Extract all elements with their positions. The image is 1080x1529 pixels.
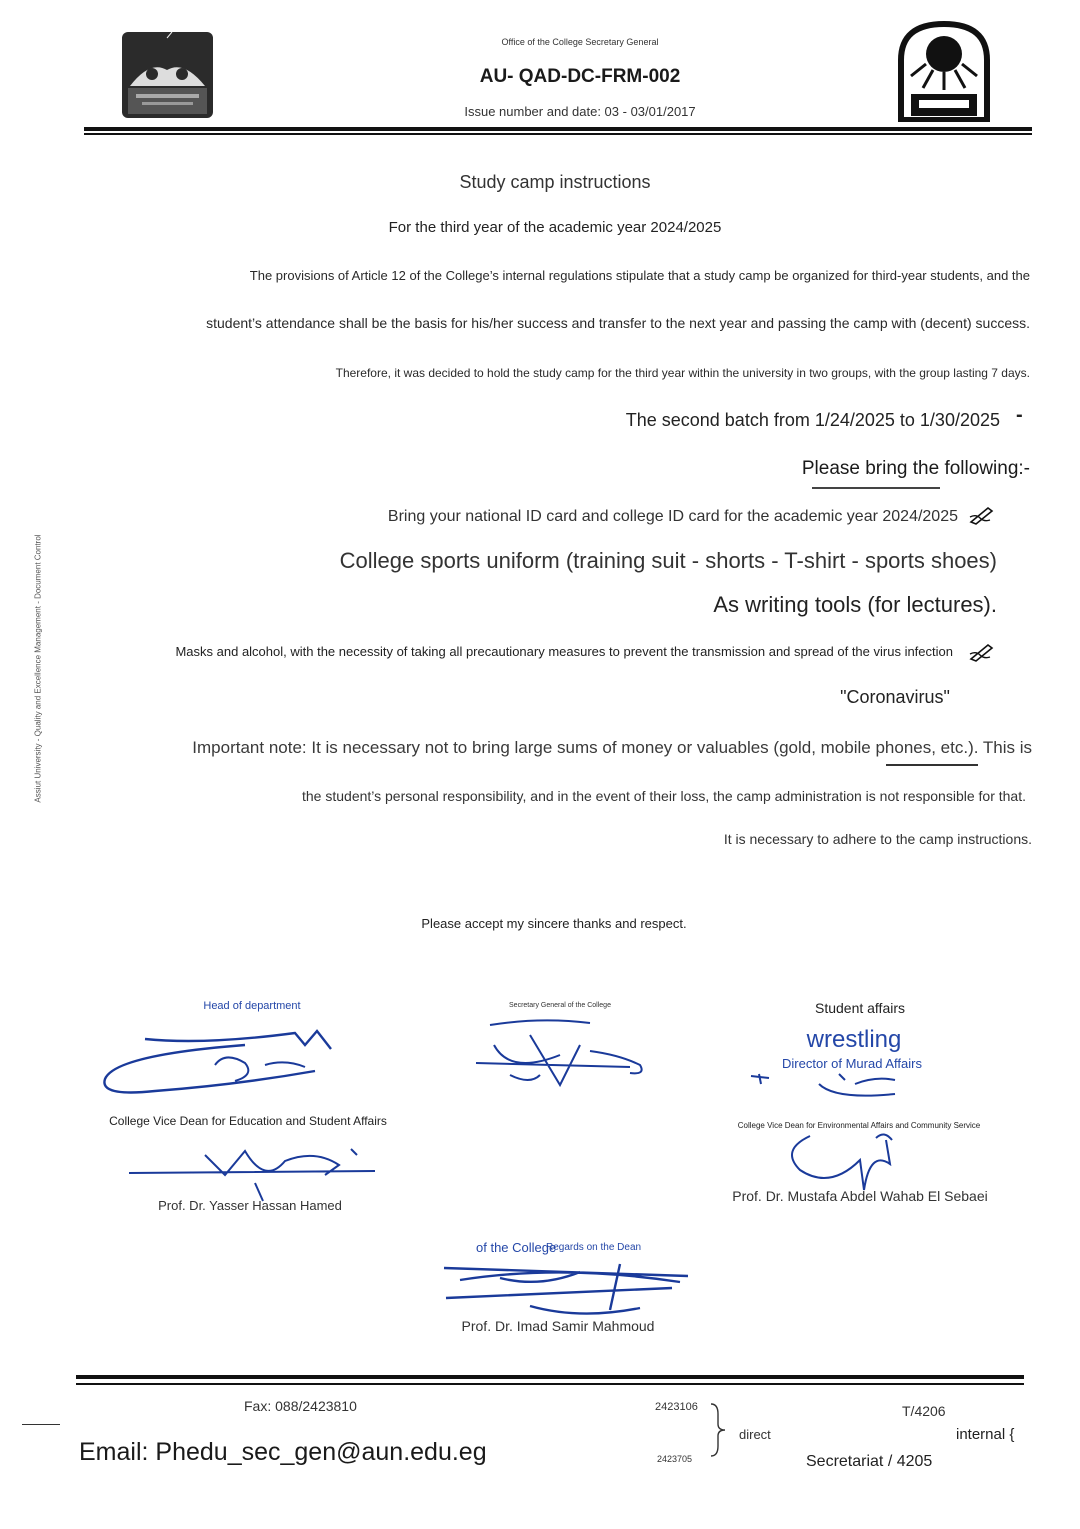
batch-dates: The second batch from 1/24/2025 to 1/30/2025 — [625, 410, 1000, 430]
head-of-department-signature — [95, 1015, 355, 1105]
footer-rule-thin — [76, 1383, 1024, 1385]
email-address: Email: Phedu_sec_gen@aun.edu.eg — [79, 1438, 487, 1466]
paragraph-1: The provisions of Article 12 of the College’s internal regulations stipulate that a study camp be organized for third-year students, and the — [249, 268, 1030, 283]
page-title: Study camp instructions — [459, 172, 651, 192]
batch-bullet: - — [1016, 404, 1023, 426]
note-underline — [886, 764, 978, 766]
footer-dash — [22, 1424, 60, 1425]
internal-label: internal { — [956, 1426, 1015, 1443]
secretariat-number: Secretariat / 4205 — [806, 1453, 933, 1470]
of-the-college-label: of the College — [476, 1240, 557, 1255]
footer-rule — [76, 1375, 1024, 1379]
assiut-university-seal-icon — [893, 20, 995, 122]
dean-overlay-label: Regards on the Dean — [546, 1242, 642, 1253]
direct-label: direct — [739, 1427, 771, 1442]
vice-dean-education-title: College Vice Dean for Education and Student Affairs — [109, 1114, 387, 1128]
important-note-line-1: Important note: It is necessary not to bring large sums of money or valuables (gold, mobile phones, etc.). This is — [192, 738, 1032, 757]
dean-signature — [440, 1258, 690, 1322]
phone-2: 2423705 — [657, 1454, 693, 1464]
item-coronavirus: "Coronavirus" — [840, 687, 950, 707]
secretary-general-signature — [470, 1015, 650, 1095]
vice-dean-environment-title: College Vice Dean for Environmental Affairs and Community Service — [737, 1121, 981, 1130]
paragraph-2: student’s attendance shall be the basis for his/her success and transfer to the next year and passing the camp with (decent) success. — [206, 315, 1030, 331]
item-id-card: Bring your national ID card and college ID card for the academic year 2024/2025 — [387, 508, 958, 525]
form-code: AU- QAD-DC-FRM-002 — [479, 66, 681, 87]
writing-hand-icon — [968, 641, 994, 663]
office-label: Office of the College Secretary General — [501, 37, 659, 47]
t-number: T/4206 — [902, 1403, 946, 1419]
vice-dean-education-signature — [125, 1135, 385, 1205]
bring-heading: Please bring the following:- — [801, 458, 1030, 479]
header-rule-thin — [84, 133, 1032, 135]
thanks-line: Please accept my sincere thanks and respect. — [421, 916, 687, 931]
important-note-line-3: It is necessary to adhere to the camp instructions. — [723, 831, 1032, 847]
item-masks: Masks and alcohol, with the necessity of taking all precautionary measures to prevent the transmission and spread of the virus infection — [175, 644, 953, 659]
director-label: Director of Murad Affairs — [782, 1056, 922, 1071]
bring-underline — [812, 487, 940, 489]
secretary-general-label: Secretary General of the College — [509, 1002, 611, 1009]
side-note: Assiut University - Quality and Excellence Management - Document Control — [33, 534, 43, 803]
prof-mustafa-name: Prof. Dr. Mustafa Abdel Wahab El Sebaei — [732, 1188, 988, 1204]
item-writing-tools: As writing tools (for lectures). — [713, 592, 997, 617]
important-note-line-2: the student’s personal responsibility, and in the event of their loss, the camp administration is not responsible for that. — [302, 788, 1026, 804]
brace-icon — [708, 1402, 728, 1458]
header-rule — [84, 127, 1032, 131]
phone-1: 2423106 — [655, 1401, 698, 1413]
paragraph-3: Therefore, it was decided to hold the study camp for the third year within the university in two groups, with the group lasting 7 days. — [335, 366, 1030, 380]
college-emblem-icon — [120, 30, 215, 120]
director-signature — [745, 1066, 905, 1106]
writing-hand-icon — [968, 504, 994, 526]
prof-imad-name: Prof. Dr. Imad Samir Mahmoud — [461, 1318, 655, 1334]
page-subtitle: For the third year of the academic year 2024/2025 — [388, 219, 722, 236]
item-sports-uniform: College sports uniform (training suit - shorts - T-shirt - sports shoes) — [339, 548, 997, 573]
student-affairs-label: Student affairs — [814, 1000, 906, 1016]
prof-yasser-name: Prof. Dr. Yasser Hassan Hamed — [158, 1198, 342, 1213]
fax-number: Fax: 088/2423810 — [244, 1398, 357, 1414]
issue-number: Issue number and date: 03 - 03/01/2017 — [464, 104, 696, 119]
head-of-department-label: Head of department — [203, 1000, 301, 1012]
wrestling-label: wrestling — [806, 1026, 902, 1053]
